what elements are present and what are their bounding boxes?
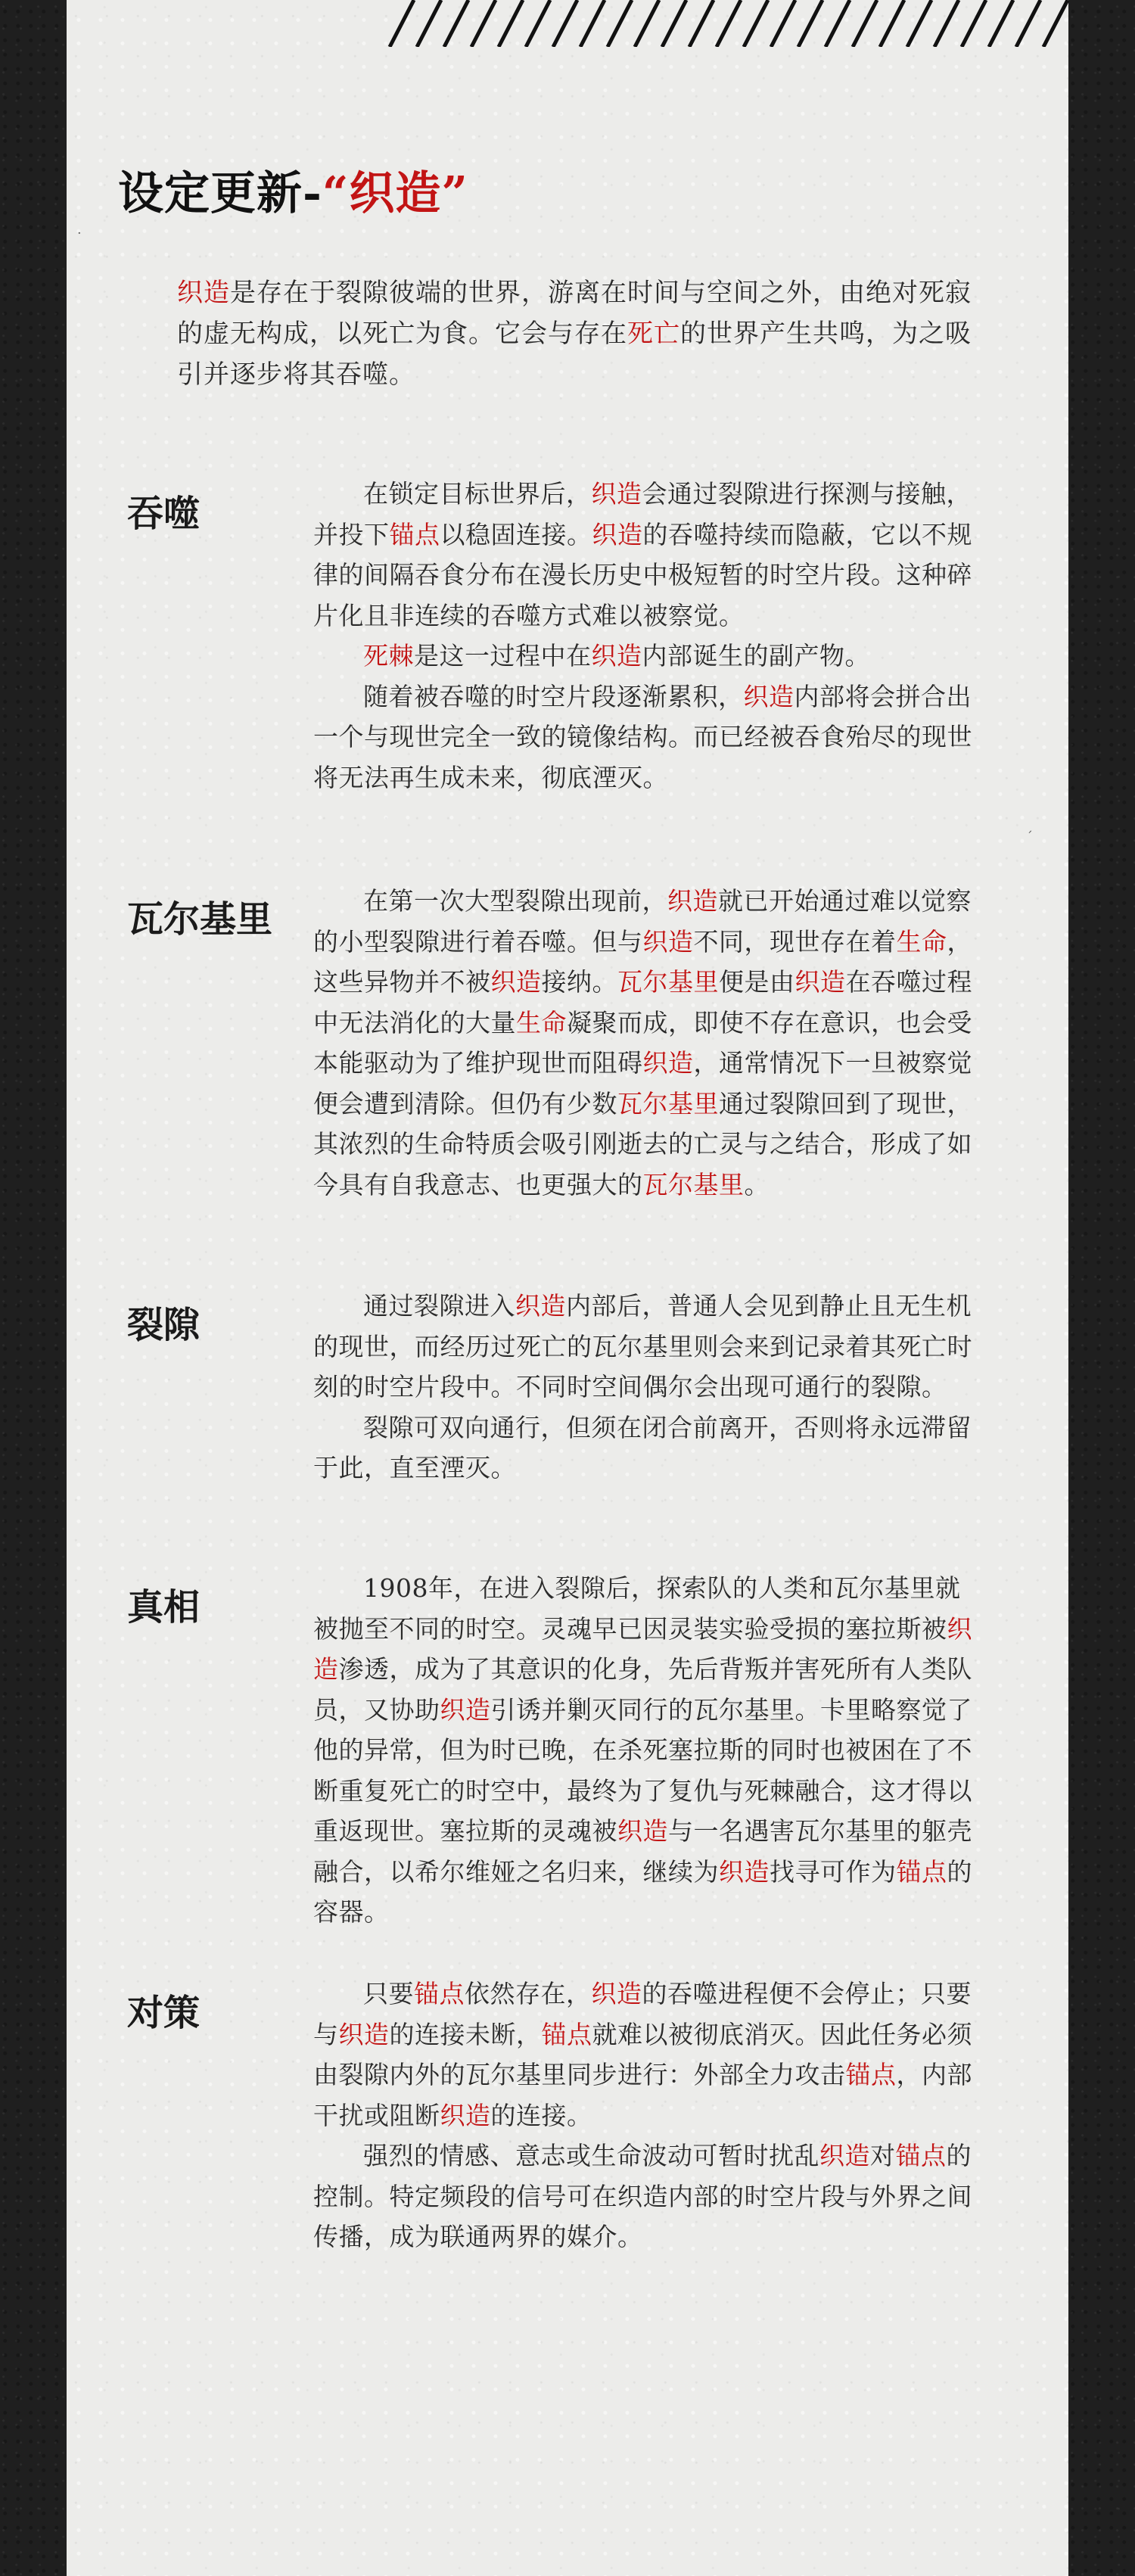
text-run: 在锁定目标世界后， <box>363 479 592 509</box>
highlighted-term: 织造 <box>743 681 794 711</box>
text-run: 会通过裂隙进行探测与接触，并投下 <box>313 479 972 549</box>
section-heading-zhenxiang: 真相 <box>127 1586 201 1629</box>
highlighted-term: 织造 <box>591 479 642 509</box>
highlighted-term: 锚点 <box>389 519 440 549</box>
page-title <box>118 157 468 222</box>
text-run: 凝聚而成，即使不存在意识，也会受本能驱动为了维护现世而阻碍 <box>313 1007 972 1078</box>
body-paragraph <box>313 677 979 798</box>
highlighted-term: 生命 <box>516 1007 567 1038</box>
section-heading-valkyrie: 瓦尔基里 <box>127 898 273 941</box>
text-run: 只要 <box>363 1979 414 2008</box>
text-run: 通过裂隙进入 <box>363 1291 515 1321</box>
highlighted-term: 织造 <box>490 967 542 997</box>
highlighted-term: 锚点 <box>845 2060 897 2089</box>
text-run: 在第一次大型裂隙出现前， <box>363 886 667 916</box>
text-run: 内部将会拼合出一个与现世完全一致的镜像结构。而已经被吞食殆尽的现世将无法再生成未来，彻底湮灭。 <box>313 681 972 792</box>
text-run: 就难以被彻底消灭。因此任务必须由裂隙内外的瓦尔基里同步进行：外部全力攻击 <box>313 2019 972 2089</box>
highlighted-term: 瓦尔基里 <box>617 967 719 997</box>
text-run: 对 <box>870 2141 896 2170</box>
text-run: 裂隙可双向通行，但须在闭合前离开，否则将永远滞留于此，直至湮灭。 <box>313 1412 972 1482</box>
text-run: 便是由 <box>719 967 795 997</box>
body-paragraph <box>313 1408 979 1489</box>
text-run: ，这些异物并不被 <box>313 926 972 997</box>
highlighted-term: 织造 <box>794 967 846 997</box>
text-run: ，内部干扰或阻断 <box>313 2060 972 2130</box>
highlighted-term: 织造 <box>592 519 643 549</box>
text-run: 以稳固连接。 <box>440 519 592 549</box>
highlighted-term: 锚点 <box>895 2141 947 2170</box>
text-run: 接纳。 <box>541 967 617 997</box>
text-run: 的连接未断， <box>389 2019 542 2049</box>
body-paragraph <box>313 636 979 677</box>
highlighted-term: 锚点 <box>541 2019 592 2049</box>
text-run: ，通常情况下一旦被察觉便会遭到清除。但仍有少数 <box>313 1048 972 1118</box>
highlighted-term: 织造 <box>642 926 694 957</box>
text-run: 的容器。 <box>313 1856 972 1927</box>
body-paragraph <box>313 1568 979 1933</box>
highlighted-term: 织造 <box>440 2100 491 2130</box>
text-run: 渗透，成为了其意识的化身，先后背叛并害死所有人类队员，又协助 <box>313 1654 972 1725</box>
highlighted-term: 织造 <box>338 2019 390 2049</box>
text-run: 强烈的情感、意志或生命波动可暂时扰乱 <box>363 2141 819 2170</box>
highlighted-term: 织造 <box>177 278 230 308</box>
page-title-accent: “织造” <box>322 167 468 220</box>
stripe-decoration <box>373 0 1069 47</box>
paper-speck: · <box>77 226 82 241</box>
text-run: 内部诞生的副产物。 <box>642 641 870 670</box>
highlighted-term: 瓦尔基里 <box>617 1088 719 1118</box>
highlighted-term: 锚点 <box>414 1979 465 2008</box>
highlighted-term: 锚点 <box>896 1856 947 1887</box>
highlighted-term: 瓦尔基里 <box>642 1169 745 1199</box>
paper-sheet <box>67 0 1068 2576</box>
highlighted-term: 织造 <box>591 1979 642 2008</box>
text-run: 的控制。特定频段的信号可在织造内部的时空片段与外界之间传播，成为联通两界的媒介。 <box>313 2141 972 2251</box>
text-run: 依然存在， <box>465 1979 592 2008</box>
body-paragraph <box>313 474 979 636</box>
body-paragraph <box>313 2136 979 2257</box>
text-run: 找寻可作为 <box>770 1856 897 1887</box>
text-run: 内部后，普通人会见到静止且无生机的现世，而经历过死亡的瓦尔基里则会来到记录着其死亡时刻的时空片段中。不同时空间偶尔会出现可通行的裂隙。 <box>313 1291 972 1402</box>
highlighted-term: 织造 <box>440 1694 491 1725</box>
text-run: 与一名遇害瓦尔基里的躯壳融合，以希尔维娅之名归来，继续为 <box>313 1816 972 1887</box>
body-paragraph <box>313 881 979 1205</box>
section-body-zhenxiang <box>313 1568 979 1933</box>
body-paragraph <box>313 1286 979 1408</box>
highlighted-term: 生命 <box>896 926 947 957</box>
text-run: 是存在于裂隙彼端的世界，游离在时间与空间之外，由绝对死寂的虚无构成，以死亡为食。它会与存在 <box>177 278 972 349</box>
body-paragraph <box>313 1974 979 2136</box>
text-run: 的世界产生共鸣，为之吸引并逐步将其吞噬。 <box>177 319 972 390</box>
highlighted-term: 织造 <box>591 641 642 670</box>
highlighted-term: 织造 <box>617 1816 668 1846</box>
text-run: 不同，现世存在着 <box>693 926 897 957</box>
text-run: 通过裂隙回到了现世，其浓烈的生命特质会吸引刚逝去的亡灵与之结合，形成了如今具有自我意志、也更强大的 <box>313 1088 972 1199</box>
section-heading-tunshi: 吞噬 <box>127 493 201 535</box>
highlighted-term: 织造 <box>313 1613 972 1684</box>
highlighted-term: 死棘 <box>363 641 414 670</box>
text-run: 1908年，在进入裂隙后，探索队的人类和瓦尔基里就被抛至不同的时空。灵魂早已因灵装实验受损的塞拉斯被 <box>313 1573 961 1644</box>
text-run: 的连接。 <box>490 2100 592 2130</box>
paper-speck: ˊ <box>1026 829 1033 845</box>
page-title-prefix: 设定更新- <box>118 167 322 220</box>
highlighted-term: 织造 <box>719 1856 770 1887</box>
text-run: 随着被吞噬的时空片段逐渐累积， <box>363 681 744 711</box>
text-run: 就已开始通过难以觉察的小型裂隙进行着吞噬。但与 <box>313 886 972 957</box>
highlighted-term: 织造 <box>642 1048 694 1078</box>
highlighted-term: 织造 <box>515 1291 566 1321</box>
text-run: 是这一过程中在 <box>414 641 592 670</box>
highlighted-term: 织造 <box>819 2141 870 2170</box>
highlighted-term: 织造 <box>667 886 718 916</box>
intro-paragraph <box>177 272 975 395</box>
text-run: 在吞噬过程中无法消化的大量 <box>313 967 972 1038</box>
section-body-tunshi <box>313 474 979 798</box>
section-heading-liexi: 裂隙 <box>127 1304 201 1346</box>
section-body-liexi <box>313 1286 979 1489</box>
section-heading-duice: 对策 <box>127 1992 201 2034</box>
section-body-duice <box>313 1974 979 2257</box>
section-body-valkyrie <box>313 881 979 1205</box>
text-run: 。 <box>744 1169 770 1199</box>
text-run: 的吞噬持续而隐蔽，它以不规律的间隔吞食分布在漫长历史中极短暂的时空片段。这种碎片化且非连续的吞噬方式难以被察觉。 <box>313 519 972 630</box>
highlighted-term: 死亡 <box>627 319 680 349</box>
text-run: 的吞噬进程便不会停止；只要与 <box>313 1979 972 2049</box>
text-run: 引诱并剿灭同行的瓦尔基里。卡里略察觉了他的异常，但为时已晚，在杀死塞拉斯的同时也被困在了不断重复死亡的时空中，最终为了复仇与死棘融合，这才得以重返现世。塞拉斯的灵魂被 <box>313 1694 972 1846</box>
